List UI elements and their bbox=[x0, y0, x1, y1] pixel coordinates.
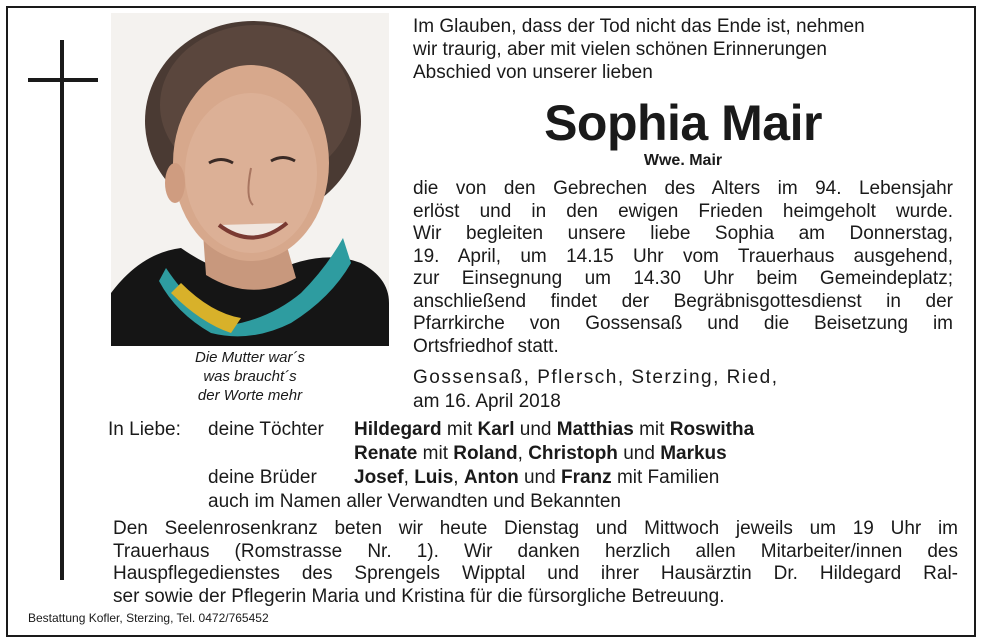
relative-name: Luis bbox=[414, 467, 454, 488]
place-line: Gossensaß, Pflersch, Sterzing, Ried, bbox=[413, 367, 779, 388]
closing-line: Trauerhaus (Romstrasse Nr. 1). Wir danken herzlich allen Mitarbeiter/innen des bbox=[113, 540, 958, 562]
cross-icon bbox=[60, 40, 64, 580]
deceased-name: Sophia Mair bbox=[544, 95, 822, 151]
connector: , bbox=[403, 467, 409, 488]
cross-icon-bar bbox=[28, 78, 98, 82]
intro-line: Abschied von unserer lieben bbox=[413, 62, 653, 83]
relative-name: Karl bbox=[477, 419, 515, 440]
brothers-line bbox=[354, 466, 719, 490]
intro-line: Im Glauben, dass der Tod nicht das Ende ist, nehmen bbox=[413, 16, 865, 37]
closing-line: Den Seelenrosenkranz beten wir heute Dienstag und Mittwoch jeweils um 19 Uhr im bbox=[113, 518, 958, 539]
connector: , bbox=[517, 443, 523, 464]
connector: und bbox=[623, 443, 655, 464]
relative-name: Renate bbox=[354, 443, 418, 464]
announcement-line: Ortsfriedhof statt. bbox=[413, 335, 559, 357]
closing-line: Hauspflegedienstes des Sprengels Wipptal und ihrer Hausärztin Dr. Hildegard Ral- bbox=[113, 563, 958, 584]
motto bbox=[111, 348, 389, 405]
family-row-daughters-2 bbox=[108, 442, 968, 466]
announcement-text bbox=[413, 178, 953, 358]
widow-name: Wwe. Mair bbox=[643, 152, 723, 169]
relative-name: Matthias bbox=[556, 419, 634, 440]
relatives-text: auch im Namen aller Verwandten und Bekannten bbox=[208, 491, 621, 512]
relative-name: Christoph bbox=[528, 443, 618, 464]
brothers-label: deine Brüder bbox=[208, 467, 317, 488]
announcement-line: anschließend findet der Begräbnisgottesdienst in der bbox=[413, 290, 953, 312]
connector: und bbox=[523, 467, 556, 488]
relative-name: Markus bbox=[660, 443, 727, 464]
family-list bbox=[108, 418, 968, 514]
in-love-label: In Liebe: bbox=[108, 419, 181, 440]
announcement-line: erlöst und in den ewigen Frieden heimgeholt wurde. bbox=[413, 200, 953, 222]
closing-line: ser sowie der Pflegerin Maria und Kristina für die fürsorgliche Betreuung. bbox=[113, 585, 725, 607]
daughters-label: deine Töchter bbox=[208, 419, 324, 440]
relative-name: Hildegard bbox=[354, 419, 442, 440]
intro-text bbox=[413, 15, 953, 84]
connector: mit bbox=[639, 419, 665, 440]
family-row-relatives bbox=[108, 490, 968, 514]
announcement-line: die von den Gebrechen des Alters im 94. Lebensjahr bbox=[413, 178, 953, 199]
announcement-line: 19. April, um 14.15 Uhr vom Trauerhaus ausgehend, bbox=[413, 245, 953, 267]
announcement-line: zur Einsegnung um 14.30 Uhr beim Gemeindeplatz; bbox=[413, 268, 953, 289]
motto-line: was braucht´s bbox=[203, 368, 297, 385]
motto-line: der Worte mehr bbox=[197, 387, 303, 404]
daughters-line-1 bbox=[354, 418, 754, 442]
death-notice bbox=[6, 6, 976, 637]
family-row-brothers bbox=[108, 466, 968, 490]
motto-line: Die Mutter war´s bbox=[194, 349, 306, 366]
announcement-line: Pfarrkirche von Gossensaß und die Beisetzung im bbox=[413, 313, 953, 334]
intro-line: wir traurig, aber mit vielen schönen Erinnerungen bbox=[413, 39, 827, 60]
connector: mit bbox=[446, 419, 473, 440]
relative-name: Josef bbox=[354, 467, 404, 488]
relative-name: Anton bbox=[463, 467, 519, 488]
daughters-line-2 bbox=[354, 442, 727, 466]
family-row-daughters bbox=[108, 418, 968, 442]
date-line: am 16. April 2018 bbox=[413, 391, 561, 412]
families-text: mit Familien bbox=[616, 467, 720, 488]
relative-name: Roland bbox=[453, 443, 518, 464]
relative-name: Roswitha bbox=[669, 419, 755, 440]
announcement-line: Wir begleiten unsere liebe Sophia am Donnerstag, bbox=[413, 223, 953, 244]
relative-name: Franz bbox=[560, 467, 612, 488]
connector: , bbox=[453, 467, 459, 488]
portrait-photo bbox=[111, 13, 389, 346]
connector: und bbox=[519, 419, 552, 440]
closing-text bbox=[113, 518, 958, 608]
funeral-home-credit: Bestattung Kofler, Sterzing, Tel. 0472/765452 bbox=[28, 611, 269, 625]
connector: mit bbox=[422, 443, 448, 464]
